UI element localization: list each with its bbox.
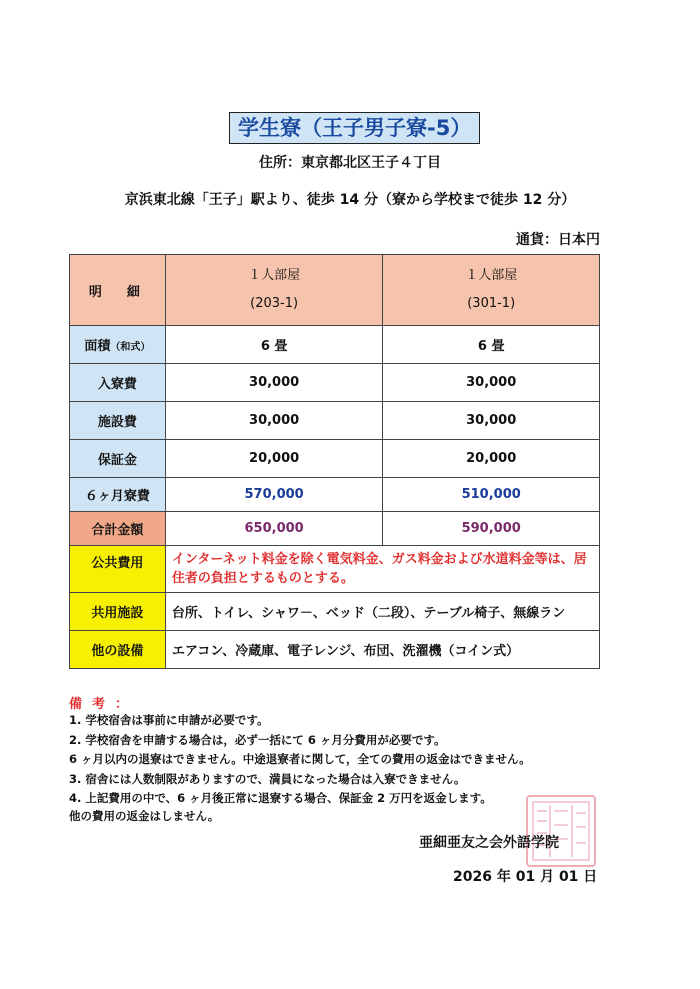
- table-row: [70, 512, 600, 546]
- room-header: [383, 255, 600, 326]
- row-label: 保証金: [70, 440, 166, 478]
- fee-table: [69, 254, 600, 669]
- issue-date: 2026 年 01 月 01 日: [453, 869, 598, 885]
- page-title: 学生寮（王子男子寮-5）: [229, 112, 480, 144]
- note-line: 6 ヶ月以内の退寮はできません。中途退寮者に関して，全ての費用の返金はできません。: [69, 752, 531, 766]
- note-line: 3. 宿舎には人数制限がありますので、満員になった場合は入寮できません。: [69, 772, 466, 786]
- other-equipment-row: [70, 631, 600, 669]
- school-name: 亜細亜友之会外語学院: [419, 835, 559, 851]
- public-cost-text: インターネット料金を除く電気料金、ガス料金および水道料金等は、居住者の負担とするものとする。: [165, 546, 599, 593]
- value-cell: 510,000: [383, 478, 600, 512]
- room-code: (203-1): [250, 296, 299, 311]
- public-cost-row: [70, 546, 600, 593]
- room-header: [165, 255, 383, 326]
- room-code: (301-1): [467, 296, 516, 311]
- total-cell: 650,000: [165, 512, 383, 546]
- value-cell: 30,000: [165, 402, 383, 440]
- value-cell: 6 畳: [383, 326, 600, 364]
- table-row: [70, 440, 600, 478]
- row-label: 施設費: [70, 402, 166, 440]
- value-cell: 30,000: [383, 402, 600, 440]
- row-label-area: 面積（和式）: [70, 326, 166, 364]
- total-cell: 590,000: [383, 512, 600, 546]
- note-line: 他の費用の返金はしません。: [69, 809, 220, 823]
- value-cell: 20,000: [383, 440, 600, 478]
- header-label: 明 細: [70, 255, 166, 326]
- shared-facilities-label: 共用施設: [70, 593, 166, 631]
- value-cell: 20,000: [165, 440, 383, 478]
- table-header-row: [70, 255, 600, 326]
- value-cell: 6 畳: [165, 326, 383, 364]
- shared-facilities-text: 台所、トイレ、シャワ－、ベッド（二段）、テーブル椅子、無線ラン: [165, 593, 599, 631]
- address: 住所：東京都北区王子４丁目: [259, 155, 441, 171]
- access-info: 京浜東北線「王子」駅より、徒歩 14 分（寮から学校まで徒歩 12 分）: [124, 192, 576, 208]
- other-equipment-text: エアコン、冷蔵庫、電子レンジ、布団、洗濯機（コイン式）: [165, 631, 599, 669]
- note-line: 4. 上記費用の中で、6 ヶ月後正常に退寮する場合、保証金 2 万円を返金します。: [69, 791, 492, 805]
- room-type: １人部屋: [465, 268, 518, 283]
- table-row: [70, 364, 600, 402]
- table-row: [70, 326, 600, 364]
- table-row: [70, 478, 600, 512]
- row-label: 合計金額: [70, 512, 166, 546]
- seal-icon: [528, 797, 594, 865]
- table-row: [70, 402, 600, 440]
- note-line: 1. 学校宿舎は事前に申請が必要です。: [69, 713, 269, 727]
- notes-title: 備考：: [69, 697, 139, 712]
- public-cost-label: 公共費用: [70, 546, 166, 593]
- room-type: １人部屋: [248, 268, 301, 283]
- row-label: 入寮費: [70, 364, 166, 402]
- row-label: ６ヶ月寮費: [70, 478, 166, 512]
- value-cell: 570,000: [165, 478, 383, 512]
- other-equipment-label: 他の設備: [70, 631, 166, 669]
- value-cell: 30,000: [383, 364, 600, 402]
- value-cell: 30,000: [165, 364, 383, 402]
- note-line: 2. 学校宿舎を申請する場合は，必ず一括にて 6 ヶ月分費用が必要です。: [69, 733, 446, 747]
- school-seal: [526, 795, 596, 867]
- currency: 通貨：日本円: [516, 232, 600, 248]
- shared-facilities-row: [70, 593, 600, 631]
